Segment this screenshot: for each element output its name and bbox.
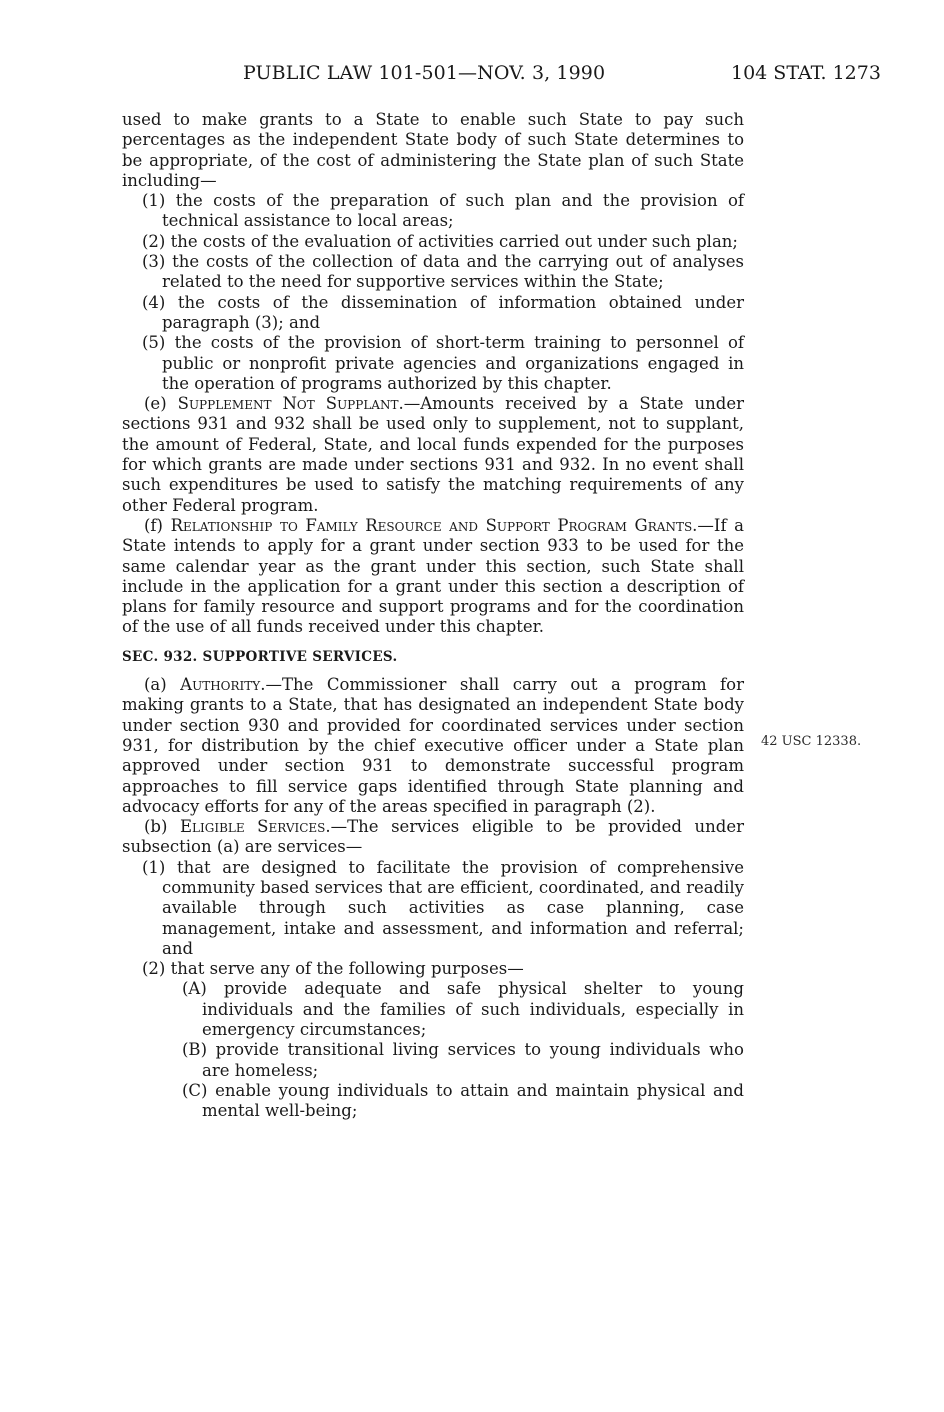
intro-paragraph: used to make grants to a State to enable such State to pay such percentages as the independent State body of such State determines to be appropriate, of the cost of administering the State plan of such State including— [122, 110, 744, 190]
public-law-citation: PUBLIC LAW 101-501—NOV. 3, 1990 [243, 62, 606, 84]
paragraph-1: (1) the costs of the preparation of such plan and the provision of technical assistance to local areas; [142, 191, 744, 231]
section-heading: SEC. 932. SUPPORTIVE SERVICES. [122, 648, 398, 665]
subsection-b-paragraph-1: (1) that are designed to facilitate the provision of comprehensive community based services that are efficient, coordinated, and readily available through such activities as case planning, case management, intake and assessment, and information and referral; and [142, 857, 744, 958]
subsection-f-title: Relationship to Family Resource and Support Program Grants. [170, 515, 698, 535]
subsection-b-paragraph-2: (2) that serve any of the following purposes— [142, 959, 524, 979]
subsection-f-body: —If a State intends to apply for a grant under section 933 to be used for the same calendar year as the grant under this section, such State shall include in the application for a grant under this section a description of plans for family resource and support programs and for the coordination of the use of all funds received under this chapter. [122, 515, 744, 637]
subsection-b-title: Eligible Services. [179, 817, 331, 837]
subsection-a-label: (a) [144, 675, 181, 695]
subsection-b-body: —The services eligible to be provided under subsection (a) are services— [122, 817, 744, 857]
subparagraph-B: (B) provide transitional living services to young individuals who are homeless; [182, 1040, 744, 1080]
subsection-e-label: (e) [144, 394, 178, 414]
statute-page-number: 104 STAT. 1273 [731, 62, 881, 84]
statute-body [122, 110, 744, 1122]
paragraph-2: (2) the costs of the evaluation of activities carried out under such plan; [142, 231, 738, 251]
subsection-b [122, 817, 744, 858]
subsection-a-title: Authority. [180, 675, 266, 695]
subsection-a-body: —The Commissioner shall carry out a program for making grants to a State, that has designated an independent State body under section 930 and provided for coordinated services under section 931, for distribution by the chief executive officer under a State plan approved under section 931 to demonstrate successful program approaches to fill service gaps identified through State planning and advocacy efforts for any of the areas specified in paragraph (2). [122, 675, 744, 816]
subparagraph-C: (C) enable young individuals to attain and maintain physical and mental well-being; [182, 1080, 744, 1121]
subsection-f [122, 516, 744, 638]
page-header [0, 62, 944, 88]
subsection-e [122, 394, 744, 516]
paragraph-4: (4) the costs of the dissemination of information obtained under paragraph (3); and [142, 292, 744, 332]
subparagraph-A: (A) provide adequate and safe physical shelter to young individuals and the families of such individuals, especially in emergency circumstances; [182, 979, 744, 1040]
paragraph-5: (5) the costs of the provision of short-term training to personnel of public or nonprofit private agencies and organizations engaged in the operation of programs authorized by this chapter. [142, 333, 744, 393]
subsection-b-label: (b) [144, 817, 180, 837]
paragraph-3: (3) the costs of the collection of data and the carrying out of analyses related to the need for supportive services within the State; [142, 252, 744, 292]
subsection-a [122, 675, 744, 817]
subsection-e-body: —Amounts received by a State under sections 931 and 932 shall be used only to supplement, not to supplant, the amount of Federal, State, and local funds expended for the purposes for which grants are made under sections 931 and 932. In no event shall such expenditures be used to satisfy the matching requirements of any other Federal program. [122, 394, 744, 515]
usc-margin-note: 42 USC 12338. [761, 734, 862, 749]
subsection-f-label: (f) [144, 515, 171, 535]
subsection-e-title: Supplement Not Supplant. [177, 394, 404, 414]
